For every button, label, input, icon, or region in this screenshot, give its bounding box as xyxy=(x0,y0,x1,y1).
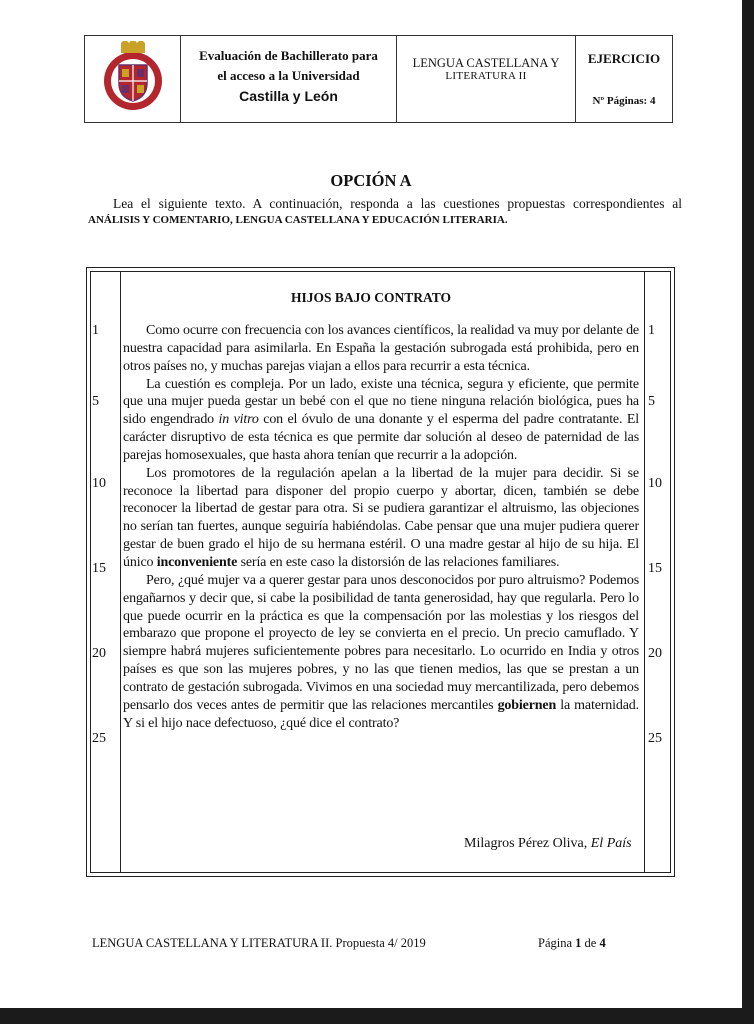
paragraph-1: Como ocurre con frecuencia con los avances científicos, la realidad va muy por delante de nuestra capacidad para asimilarla. En España la gestación subrogada está prohibida, pero en otros países no, y muchas parejas viajan a ellos para recurrir a esta técnica. xyxy=(123,323,639,374)
line-number-right: 25 xyxy=(648,731,662,746)
paragraph-4 xyxy=(123,572,639,733)
page-total: 4 xyxy=(599,936,606,950)
line-number-left: 20 xyxy=(92,646,106,661)
paragraph-3 xyxy=(123,465,639,572)
paragraph-3-text-b: sería en este caso la distorsión de las relaciones familiares. xyxy=(237,554,560,570)
left-margin-rule xyxy=(120,272,121,872)
right-margin-rule xyxy=(644,272,645,872)
page-prefix: Página xyxy=(538,936,576,950)
paragraph-3-text-a: Los promotores de la regulación apelan a la libertad de la mujer para decidir. Si se reconoce la libertad para disponer del propio cuerpo y abortar, dicen, también se debe reconocer la libertad de gestar para otra. Si se pudiera garantizar el altruismo, las objeciones no serían tan fuertes, aunque seguiría habiéndolas. Cabe pensar que una mujer pudiera querer gestar de buen grado el hijo de su hermana estéril. O una madre gestar al hijo de su hija. El único xyxy=(123,465,639,570)
exercise-label: EJERCICIO xyxy=(587,51,661,66)
region-name: Castilla y León xyxy=(239,88,338,104)
page-mid: de xyxy=(581,936,600,950)
line-number-left: 1 xyxy=(92,323,99,338)
exam-header xyxy=(84,35,673,123)
article-body xyxy=(123,322,639,732)
instructions-line-2: ANÁLISIS Y COMENTARIO, LENGUA CASTELLANA Y EDUCACIÓN LITERARIA. xyxy=(88,214,508,226)
highlighted-word: gobiernen xyxy=(497,697,557,713)
paragraph-2-text-b: con el óvulo de una donante y el esperma del padre contratante. El carácter disruptivo de esta técnica es que permite dar solución al deseo de paternidad de las parejas homosexuales, que hasta ahora tenían que recurrir a la adopción. xyxy=(123,412,639,463)
line-number-left: 10 xyxy=(92,476,106,491)
university-crest-logo xyxy=(102,41,164,117)
line-number-right: 5 xyxy=(648,394,655,409)
article-signature xyxy=(464,836,632,852)
paragraph-4-text-b: la maternidad. Y si el hijo nace defectuoso, ¿qué dice el contrato? xyxy=(123,697,639,731)
footer-title: LENGUA CASTELLANA Y LITERATURA II. Propuesta 4/ 2019 xyxy=(92,936,426,950)
footer-page-number xyxy=(538,936,606,951)
paragraph-2 xyxy=(123,376,639,465)
article-title: HIJOS BAJO CONTRATO xyxy=(290,290,452,305)
paragraph-2-text-a: La cuestión es compleja. Por un lado, existe una técnica, segura y eficiente, que permite que una mujer pueda gestar un bebé con el que no tiene ninguna relación biológica, pues ha sido engendrado xyxy=(123,376,639,428)
author-name: Milagros Pérez Oliva, xyxy=(464,836,588,851)
latin-term: in vitro xyxy=(218,412,259,428)
highlighted-word: inconveniente xyxy=(156,554,238,570)
line-number-left: 25 xyxy=(92,731,106,746)
page-current: 1 xyxy=(575,936,582,950)
exercise-cell xyxy=(576,36,672,122)
line-number-right: 20 xyxy=(648,646,662,661)
page-count: Nº Páginas: 4 xyxy=(592,95,656,107)
option-title: OPCIÓN A xyxy=(330,171,412,190)
subject-cell xyxy=(397,36,576,122)
line-number-right: 1 xyxy=(648,323,655,338)
instructions xyxy=(88,195,682,229)
subject-line-2: LITERATURA II xyxy=(445,70,527,82)
instructions-line-1: Lea el siguiente texto. A continuación, responda a las cuestiones propuestas correspondientes al xyxy=(113,196,682,211)
logo-cell xyxy=(85,36,181,122)
subject-line-1: LENGUA CASTELLANA Y xyxy=(412,56,560,70)
paragraph-4-text-a: Pero, ¿qué mujer va a querer gestar para unos desconocidos por puro altruismo? Podemos engañarnos y decir que, si cabe la posibilidad de tanta generosidad, hay que regularla. Pero lo que puede ocurrir en la práctica es que la compensación por las molestias y los riesgos del embarazo que propone el proyecto de ley se convierta en el precio. Un precio camuflado. Y siempre habrá mujeres suficientemente pobres para necesitarlo. Lo ocurrido en India y otros países es que son las mujeres pobres, y no las que tienen medios, las que se prestan a un contrato de gestación subrogada. Vivimos en una sociedad muy mercantilizada, pero debemos pensarlo dos veces antes de permitir que las relaciones mercantiles xyxy=(123,572,639,713)
institution-cell xyxy=(181,36,397,122)
line-number-right: 15 xyxy=(648,561,662,576)
line-number-left: 15 xyxy=(92,561,106,576)
line-number-right: 10 xyxy=(648,476,662,491)
line-number-left: 5 xyxy=(92,394,99,409)
institution-line-2: el acceso a la Universidad xyxy=(217,68,360,83)
source-publication: El País xyxy=(590,836,632,851)
institution-line-1: Evaluación de Bachillerato para xyxy=(199,48,378,63)
